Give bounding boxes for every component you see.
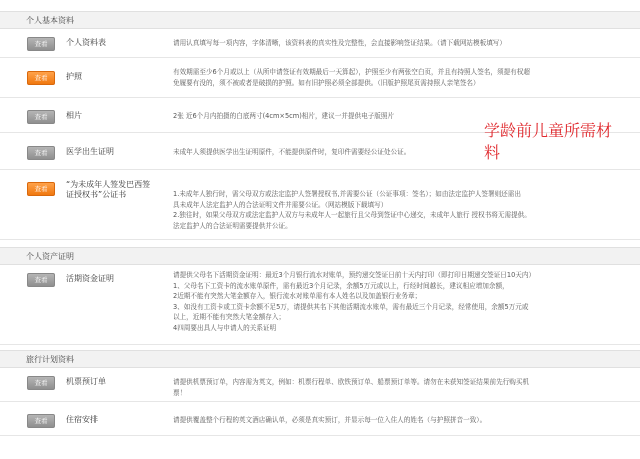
row-deposit-proof — [0, 265, 640, 345]
view-button[interactable]: 查看 — [27, 110, 55, 124]
row-label: 活期资金证明 — [66, 274, 114, 283]
row-authorization — [0, 170, 640, 240]
row-label: 住宿安排 — [66, 415, 98, 424]
row-label: 机票预订单 — [66, 377, 106, 386]
row-description: 2张 近6个月内拍摄的白底两寸(4cm×5cm)相片，建议一并提供电子版照片 — [173, 112, 395, 120]
row-label: 护照 — [66, 72, 82, 81]
section-title: 个人资产证明 — [26, 252, 74, 261]
view-button[interactable]: 查看 — [27, 376, 55, 390]
row-passport — [0, 58, 640, 98]
row-label: 相片 — [66, 111, 82, 120]
section-travel — [0, 350, 640, 368]
view-button[interactable]: 查看 — [27, 273, 55, 287]
row-label: 医学出生证明 — [66, 147, 114, 156]
row-label: “为未成年人签发巴西签 证授权书”公证书 — [66, 180, 151, 199]
row-description: 1.未成年人独行时，需父母双方或法定监护人签署授权书,并需要公证（公证事项：签名）；如由法定监护人签署则还需出 具未成年人法定监护人的合法证明文件并需要公证。（网站模版下载填写） 2.独往时，如果父母双方或法定监护人双方与未成年人一起旅行且父母到签证中心递交，未成年人旅行 授权书将无需提供。 法定监护人的合法证明需要提供并公证。 — [173, 190, 531, 230]
section-title: 旅行计划资料 — [26, 355, 74, 364]
view-button[interactable]: 查看 — [27, 37, 55, 51]
row-label: 个人资料表 — [66, 38, 106, 47]
preschool-materials-note: 学龄前儿童所需材 料 — [484, 121, 613, 162]
view-button[interactable]: 查看 — [27, 182, 55, 196]
row-description: 请提供机票预订单，内容需为英文，例如：机票行程单、欧铁预订单、船票预订单等。请勿在未获知签证结果前先行购买机 票！ — [173, 378, 530, 397]
view-button[interactable]: 查看 — [27, 414, 55, 428]
section-title: 个人基本资料 — [26, 16, 74, 25]
row-description: 请用认真填写每一项内容，字体清晰，该资料表的真实性及完整性，会直接影响签证结果。（请下载网站模板填写） — [173, 39, 506, 47]
row-flight-booking — [0, 368, 640, 402]
row-description: 请提供覆盖整个行程的英文酒店确认单，必须是真实预订，并显示每一位入住人的姓名（与护照拼音一致）。 — [173, 416, 487, 424]
row-accommodation — [0, 402, 640, 436]
row-description: 请提供父母名下活期资金证明：最近3个月银行流水对账单，预约递交签证日前十天内打印（即打印日期递交签证日10天内） 1、父母名下工资卡的流水账单原件，需有最近3个月记录，余额5万元或以上，行经时间越长，建议相应增加余额， 2近期不能有突然大笔金额存入，银行流水对账单需有本人姓名以及加盖银行业务章； 3、如没有工资卡或工资卡余额不足5万，请提供其名下其他活期流水账单，需有最近三个月记录，经常使用，余额5万元或 以上，近期不能有突然大笔金额存入； 4四周要出具人与申请人的关系证明 — [173, 271, 536, 332]
section-personal-info — [0, 11, 640, 29]
row-description: 未成年人须提供医学出生证明原件，不能提供原件时，复印件需要经公证处公证。 — [173, 148, 411, 156]
view-button[interactable]: 查看 — [27, 71, 55, 85]
row-description: 有效期需至少6个月或以上（从所申请签证有效期最后一天算起），护照至少有两张空白页，并且有持照人签名，须提有权超 免履要有没的，须不被或者是破损的护照。如有旧护照必须全部提供。（旧版护照尾页需持照人亲笔签名） — [173, 68, 530, 87]
view-button[interactable]: 查看 — [27, 146, 55, 160]
section-assets — [0, 247, 640, 265]
row-personal-form — [0, 29, 640, 58]
